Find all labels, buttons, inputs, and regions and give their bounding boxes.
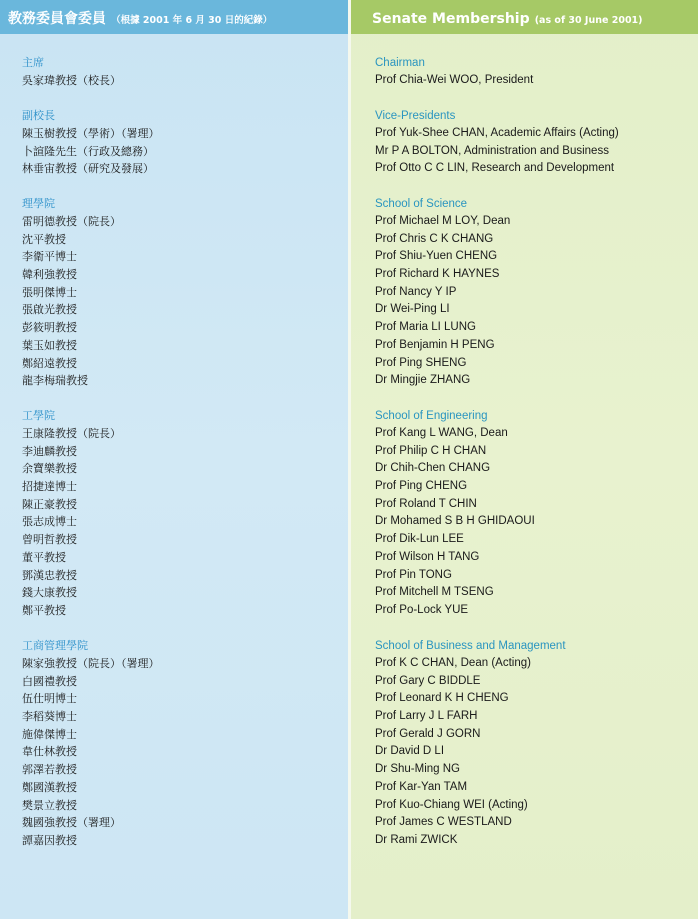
member-name: 陳家強教授（院長）（署理）	[22, 657, 160, 670]
section-title: School of Engineering	[375, 410, 488, 422]
member-name: Prof Kang L WANG, Dean	[375, 427, 508, 439]
member-name: Dr Shu-Ming NG	[375, 763, 460, 776]
section-vice-presidents-en	[375, 107, 619, 178]
member-name: Dr Wei-Ping LI	[375, 303, 450, 316]
member-name: 張啟光教授	[22, 303, 77, 317]
member-name: 鄭國漢教授	[22, 780, 77, 794]
column-divider	[348, 0, 351, 919]
member-name: Prof Otto C C LIN, Research and Development	[375, 162, 615, 175]
member-name: 譚嘉因教授	[22, 833, 77, 847]
member-name: Prof Gary C BIDDLE	[375, 674, 481, 687]
section-title: 副校長	[22, 109, 55, 122]
member-name: 李稻葵博士	[22, 710, 77, 724]
member-name: Prof Richard K HAYNES	[375, 268, 500, 281]
member-name: Prof James C WESTLAND	[375, 816, 512, 829]
section-title: 工商管理學院	[22, 639, 88, 652]
member-name: 彭筱明教授	[22, 321, 77, 335]
member-name: Prof Wilson H TANG	[375, 550, 480, 563]
member-name: 卜諠隆先生（行政及總務）	[22, 144, 154, 158]
member-name: Dr Mingjie ZHANG	[375, 374, 471, 387]
member-name: 郭澤若教授	[22, 763, 77, 777]
section-vice-presidents-zh	[22, 107, 160, 178]
member-name: 張志成博士	[22, 515, 77, 529]
date-note-english: (as of 30 June 2001)	[534, 15, 643, 26]
member-name: 林垂宙教授（研究及發展）	[22, 162, 154, 176]
member-name: Prof Ping SHENG	[375, 356, 467, 369]
section-science-en	[375, 195, 510, 390]
member-name: 李衛平博士	[22, 250, 77, 264]
member-name: 陳玉樹教授（學術）（署理）	[22, 127, 160, 140]
section-engineering-zh	[22, 407, 121, 620]
title-english: Senate Membership	[372, 11, 530, 27]
member-name: 錢大康教授	[22, 586, 77, 600]
member-name: Prof Nancy Y IP	[375, 285, 457, 298]
page-title-english	[372, 8, 643, 27]
member-name: Prof Pin TONG	[375, 568, 452, 581]
member-name: Dr Mohamed S B H GHIDAOUI	[375, 515, 535, 528]
member-name: 招捷達博士	[22, 480, 77, 494]
member-name: Dr Chih-Chen CHANG	[375, 462, 491, 475]
member-name: 葉玉如教授	[22, 338, 77, 352]
member-name: Prof Benjamin H PENG	[375, 338, 495, 351]
member-name: 施偉傑博士	[22, 727, 77, 741]
member-name: Prof Kar-Yan TAM	[375, 780, 468, 793]
member-name: Prof Chia-Wei WOO, President	[375, 74, 534, 86]
member-name: 伍仕明博士	[22, 692, 77, 706]
member-name: Prof Mitchell M TSENG	[375, 586, 494, 599]
member-name: 沈平教授	[22, 232, 66, 246]
page-title-chinese	[8, 8, 272, 28]
member-name: Prof K C CHAN, Dean (Acting)	[375, 657, 531, 669]
member-name: Prof Larry J L FARH	[375, 710, 478, 723]
section-business-en	[375, 637, 566, 850]
member-name: Prof Maria LI LUNG	[375, 321, 476, 334]
member-name: 陳正豪教授	[22, 497, 77, 511]
member-name: Prof Dik-Lun LEE	[375, 533, 464, 546]
section-chairman-en	[375, 54, 533, 90]
member-name: Prof Philip C H CHAN	[375, 444, 487, 457]
section-title: Vice-Presidents	[375, 110, 456, 122]
member-name: 韓利強教授	[22, 268, 77, 282]
member-name: 李迪麟教授	[22, 444, 77, 458]
date-note-chinese: （根據 2001 年 6 月 30 日的紀錄）	[111, 15, 273, 26]
member-name: Prof Chris C K CHANG	[375, 232, 494, 245]
section-title: School of Science	[375, 198, 468, 210]
member-name: 曾明哲教授	[22, 533, 77, 547]
member-name: Prof Kuo-Chiang WEI (Acting)	[375, 798, 528, 811]
member-name: 鄭紹遠教授	[22, 356, 77, 370]
section-business-zh	[22, 637, 160, 850]
member-name: 白國禮教授	[22, 674, 77, 688]
member-name: 樊景立教授	[22, 798, 77, 812]
member-name: Prof Ping CHENG	[375, 480, 468, 493]
member-name: Mr P A BOLTON, Administration and Business	[375, 144, 609, 157]
member-name: 董平教授	[22, 550, 66, 564]
section-title: 工學院	[22, 409, 55, 422]
member-name: 魏國強教授（署理）	[22, 816, 121, 830]
member-name: Prof Gerald J GORN	[375, 727, 481, 740]
member-name: 韋仕林教授	[22, 745, 77, 759]
section-title: School of Business and Management	[375, 640, 566, 652]
section-chairman-zh	[22, 54, 121, 90]
section-title: 理學院	[22, 197, 55, 210]
member-name: Prof Yuk-Shee CHAN, Academic Affairs (Acting)	[375, 127, 619, 139]
member-name: 鄧漢忠教授	[22, 568, 77, 582]
section-science-zh	[22, 195, 121, 390]
member-name: Prof Leonard K H CHENG	[375, 692, 509, 705]
member-name: Dr Rami ZWICK	[375, 833, 458, 846]
member-name: 鄭平教授	[22, 603, 66, 617]
member-name: Prof Roland T CHIN	[375, 497, 477, 510]
member-name: 雷明德教授（院長）	[22, 215, 121, 228]
member-name: 吳家瑋教授（校長）	[22, 74, 121, 87]
section-title: Chairman	[375, 57, 425, 69]
section-title: 主席	[22, 56, 44, 69]
member-name: 張明傑博士	[22, 285, 77, 299]
member-name: Prof Po-Lock YUE	[375, 603, 469, 616]
member-name: 余寶樂教授	[22, 462, 77, 476]
section-engineering-en	[375, 407, 535, 620]
member-name: 王康隆教授（院長）	[22, 427, 121, 440]
member-name: 龍李梅瑞教授	[22, 374, 88, 388]
member-name: Prof Shiu-Yuen CHENG	[375, 250, 498, 263]
title-chinese: 教務委員會委員	[8, 11, 106, 27]
member-name: Dr David D LI	[375, 745, 445, 758]
member-name: Prof Michael M LOY, Dean	[375, 215, 511, 227]
